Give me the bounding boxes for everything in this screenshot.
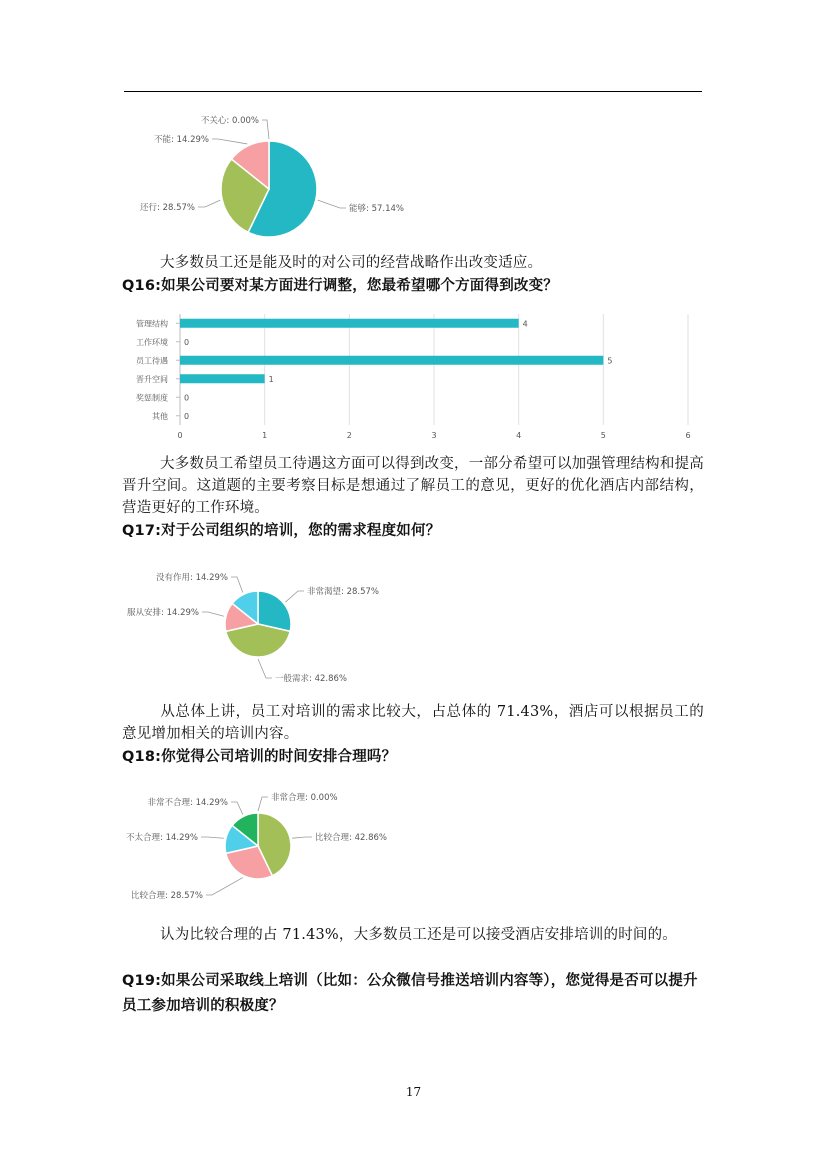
pie-leader-line: [258, 797, 268, 811]
x-tick-label: 5: [600, 431, 606, 440]
question-q16: Q16:如果公司要对某方面进行调整，您最希望哪个方面得到改变？: [122, 278, 559, 294]
paragraph-q17-summary: 从总体上讲，员工对培训的需求比较大，占总体的 71.43%，酒店可以根据员工的意见增加相关的培训内容。: [122, 704, 704, 742]
y-category-label: 工作环境: [136, 337, 168, 347]
pie-slice-label: 还行: 28.57%: [140, 203, 195, 213]
page-number: 17: [405, 1085, 422, 1099]
bar-value-label: 4: [522, 319, 528, 329]
pie-slice-label: 没有作用: 14.29%: [156, 573, 228, 583]
pie-slice-label: 非常合理: 0.00%: [271, 793, 338, 803]
bar-value-label: 0: [184, 393, 190, 403]
pie-slice-label: 不关心: 0.00%: [200, 116, 259, 126]
paragraph-q16-summary: 大多数员工希望员工待遇这方面可以得到改变，一部分希望可以加强管理结构和提高晋升空间。这道题的主要考察目标是想通过了解员工的意见，更好的优化酒店内部结构，营造更好的工作环境。: [122, 456, 704, 516]
pie-leader-line: [201, 837, 224, 838]
x-tick-label: 0: [177, 431, 183, 440]
question-q17: Q17:对于公司组织的培训，您的需求程度如何？: [122, 523, 441, 539]
pie-slice-label: 比较合理: 28.57%: [131, 891, 203, 901]
pie-slice-label: 非常渴望: 28.57%: [307, 587, 379, 597]
y-category-label: 员工待遇: [136, 356, 168, 366]
y-category-label: 奖惩制度: [136, 393, 168, 403]
y-category-label: 管理结构: [136, 319, 168, 329]
question-q18: Q18:你觉得公司培训的时间安排合理吗？: [122, 749, 397, 765]
pie-slice-label: 非常不合理: 14.29%: [147, 798, 228, 808]
bar-value-label: 0: [184, 411, 190, 421]
paragraph-q15-summary: 大多数员工还是能及时的对公司的经营战略作出改变适应。: [160, 255, 543, 271]
pie-slice-label: 一般需求: 42.86%: [275, 674, 347, 684]
pie-slice-label: 服从安排: 14.29%: [127, 608, 199, 618]
y-category-label: 其他: [152, 411, 168, 421]
x-tick-label: 6: [685, 431, 691, 440]
pie-leader-line: [292, 837, 312, 838]
pie-slice-label: 能够: 57.14%: [349, 204, 404, 214]
pie-slice-label: 不能: 14.29%: [154, 135, 209, 145]
bar-value-label: 5: [607, 356, 613, 366]
pie-leader-line: [206, 878, 243, 895]
y-category-label: 晋升空间: [136, 374, 168, 384]
paragraph-q18-summary: 认为比较合理的占 71.43%，大多数员工还是可以接受酒店安排培训的时间的。: [160, 927, 677, 943]
bar-value-label: 0: [184, 337, 190, 347]
bar-value-label: 1: [268, 374, 274, 384]
pie-leader-line: [231, 802, 243, 814]
pie-slice-label: 不太合理: 14.29%: [126, 833, 198, 843]
question-q19: Q19:如果公司采取线上培训（比如：公众微信号推送培训内容等），您觉得是否可以提升员工参加培训的积极度？: [122, 973, 698, 1014]
x-tick-label: 3: [431, 431, 437, 440]
x-tick-label: 4: [516, 431, 522, 440]
pie-slice-label: 比较合理: 42.86%: [315, 833, 387, 843]
x-tick-label: 2: [346, 431, 352, 440]
x-tick-label: 1: [262, 431, 268, 440]
